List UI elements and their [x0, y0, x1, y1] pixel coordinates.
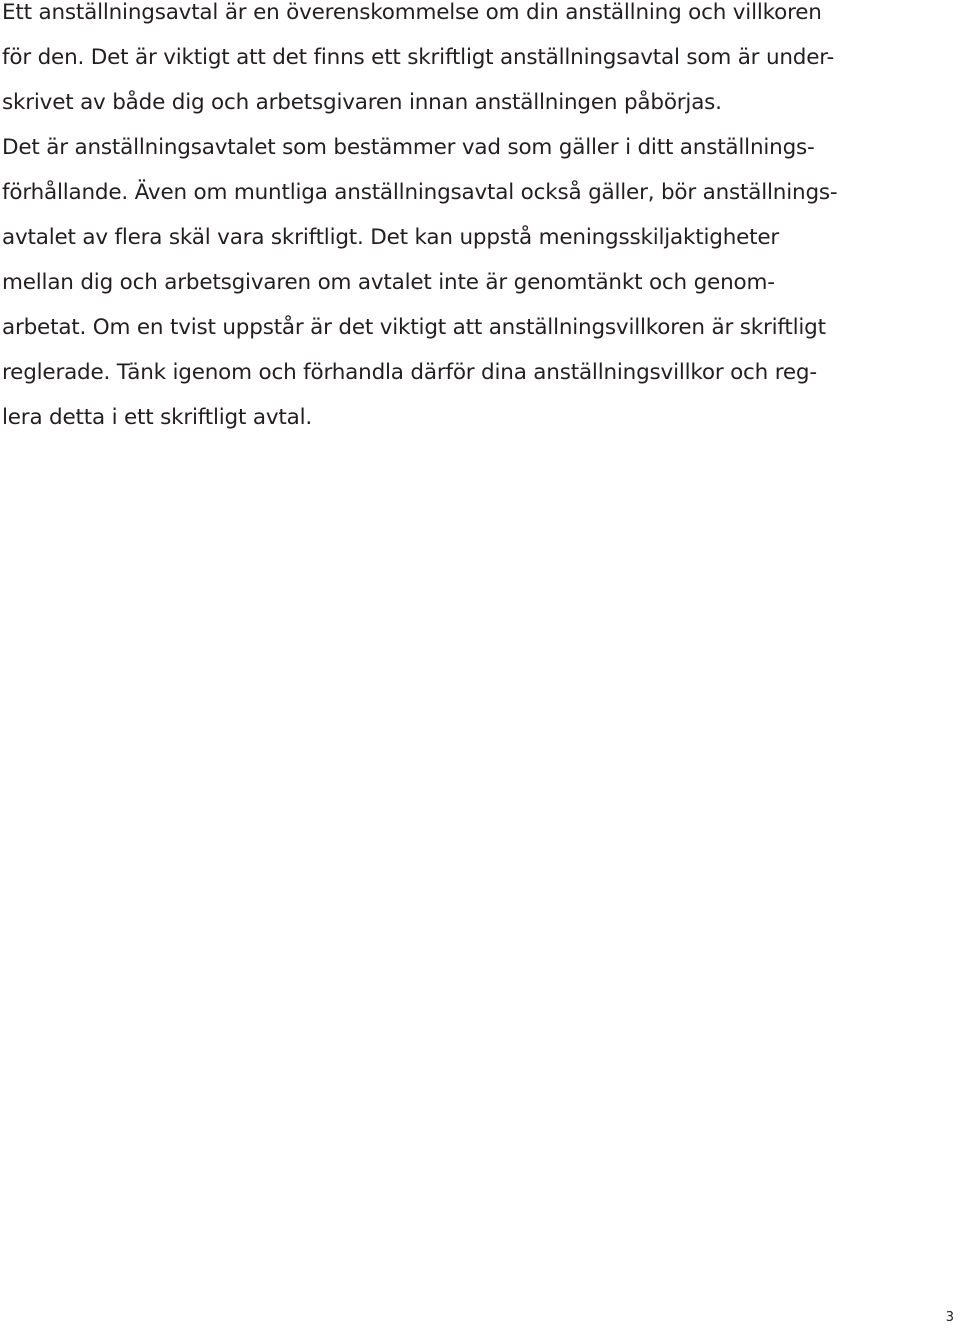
paragraph-line: avtalet av flera skäl vara skriftligt. Det kan uppstå meningsskiljaktigheter [2, 225, 780, 250]
paragraph-line: Ett anställningsavtal är en överenskommelse om din anställning och villkoren [2, 0, 822, 25]
paragraph-line: reglerade. Tänk igenom och förhandla därför dina anställningsvillkor och reg- [2, 360, 817, 385]
paragraph-line: skrivet av både dig och arbetsgivaren innan anställningen påbörjas. [2, 90, 722, 115]
body-paragraph [2, 0, 952, 450]
paragraph-line: Det är anställningsavtalet som bestämmer vad som gäller i ditt anställnings- [2, 135, 815, 160]
paragraph-line: arbetat. Om en tvist uppstår är det viktigt att anställningsvillkoren är skriftligt [2, 315, 826, 340]
page-number: 3 [945, 1310, 954, 1325]
paragraph-line: mellan dig och arbetsgivaren om avtalet inte är genomtänkt och genom- [2, 270, 775, 295]
paragraph-line: lera detta i ett skriftligt avtal. [2, 405, 312, 430]
paragraph-line: för den. Det är viktigt att det finns ett skriftligt anställningsavtal som är under- [2, 45, 835, 70]
paragraph-line: förhållande. Även om muntliga anställningsavtal också gäller, bör anställnings- [2, 180, 838, 205]
